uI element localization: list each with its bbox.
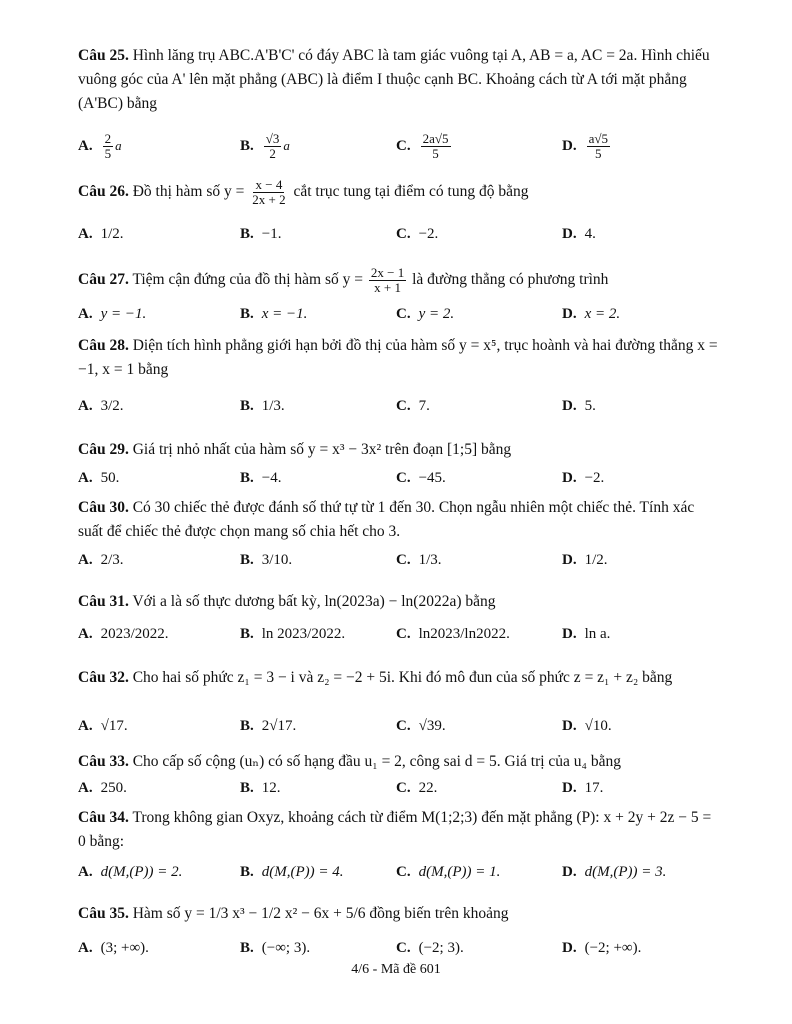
- options-31: [78, 614, 718, 654]
- options-34: [78, 852, 718, 892]
- option-a[interactable]: A. 250.: [78, 779, 127, 796]
- option-b[interactable]: B. 12.: [240, 779, 281, 796]
- question-25: [78, 44, 718, 116]
- options-32: [78, 706, 718, 746]
- option-d[interactable]: D. √10.: [562, 717, 612, 734]
- option-b[interactable]: B. $\frac{√3}{2}$ a: [240, 130, 290, 161]
- option-d[interactable]: D. d(M,(P)) = 3.: [562, 863, 667, 880]
- question-30: Câu 30. Có 30 chiếc thẻ được đánh số thứ tự từ 1 đến 30. Chọn ngẫu nhiên một chiếc thẻ. Tính xác suất để chiếc thẻ được chọn mang số chia hết cho 3.: [78, 499, 695, 540]
- question-29: Câu 29. Giá trị nhỏ nhất của hàm số y = x³ − 3x² trên đoạn [1;5] bằng: [78, 441, 512, 458]
- option-a[interactable]: A. d(M,(P)) = 2.: [78, 863, 183, 880]
- option-a[interactable]: A. (3; +∞).: [78, 939, 149, 956]
- option-d[interactable]: D. (−2; +∞).: [562, 939, 642, 956]
- option-b[interactable]: B. 2√17.: [240, 717, 297, 734]
- option-b[interactable]: B. 3/10.: [240, 551, 293, 568]
- options-26: [78, 214, 718, 254]
- question-34: Câu 34. Trong không gian Oxyz, khoảng cách từ điểm M(1;2;3) đến mặt phẳng (P): x + 2y + 2z − 5 = 0 bằng:: [78, 809, 712, 850]
- option-a[interactable]: A. 2023/2022.: [78, 625, 169, 642]
- question-32: Câu 32. Cho hai số phức z₁ = 3 − i và z₂ = −2 + 5i. Khi đó mô đun của số phức z = z₁ + z₂ bằng: [78, 669, 673, 686]
- option-d[interactable]: D. 5.: [562, 397, 596, 414]
- question-28: Câu 28. Diện tích hình phẳng giới hạn bởi đồ thị của hàm số y = x⁵, trục hoành và hai đường thẳng x = −1, x = 1 bằng: [78, 337, 718, 378]
- option-a[interactable]: A. 50.: [78, 469, 120, 486]
- option-a[interactable]: A. y = −1.: [78, 305, 147, 322]
- option-c[interactable]: C. $\frac{2a√5}{5}$: [396, 130, 449, 161]
- options-30: [78, 540, 718, 580]
- option-d[interactable]: D. −2.: [562, 469, 605, 486]
- option-c[interactable]: C. 22.: [396, 779, 438, 796]
- option-a[interactable]: A. 1/2.: [78, 225, 124, 242]
- option-a[interactable]: A. 2/3.: [78, 551, 124, 568]
- option-d[interactable]: D. 17.: [562, 779, 604, 796]
- question-35: Câu 35. Hàm số y = 1/3 x³ − 1/2 x² − 6x + 5/6 đồng biến trên khoảng: [78, 905, 509, 922]
- question-27: Câu 27. Tiệm cận đứng của đồ thị hàm số y = $\frac{2x - 1}{x + 1}$ là đường thẳng có phương trình: [78, 265, 609, 295]
- option-b[interactable]: B. 1/3.: [240, 397, 285, 414]
- option-d[interactable]: D. 1/2.: [562, 551, 608, 568]
- option-d[interactable]: D. x = 2.: [562, 305, 621, 322]
- option-c[interactable]: C. −45.: [396, 469, 446, 486]
- option-b[interactable]: B. −1.: [240, 225, 282, 242]
- options-29: [78, 458, 718, 498]
- option-a[interactable]: A. $\frac{2}{5}$ a: [78, 130, 122, 161]
- question-text: Hình lăng trụ ABC.A'B'C' có đáy ABC là tam giác vuông tại A, AB = a, AC = 2a. Hình chiếu vuông góc của A' lên mặt phẳng (ABC) là điểm I thuộc cạnh BC. Khoảng cách từ A tới mặt phẳng (A'BC) bằng: [78, 47, 710, 112]
- option-c[interactable]: C. d(M,(P)) = 1.: [396, 863, 501, 880]
- option-b[interactable]: B. −4.: [240, 469, 282, 486]
- option-c[interactable]: C. ln2023/ln2022.: [396, 625, 510, 642]
- options-27: [78, 294, 718, 334]
- option-b[interactable]: B. (−∞; 3).: [240, 939, 311, 956]
- options-33: [78, 768, 718, 808]
- question-label: Câu 25.: [78, 47, 129, 64]
- option-a[interactable]: A. 3/2.: [78, 397, 124, 414]
- option-c[interactable]: C. y = 2.: [396, 305, 455, 322]
- option-c[interactable]: C. √39.: [396, 717, 446, 734]
- page-footer: 4/6 - Mã đề 601: [351, 962, 441, 977]
- option-a[interactable]: A. √17.: [78, 717, 128, 734]
- option-b[interactable]: B. x = −1.: [240, 305, 308, 322]
- option-c[interactable]: C. 1/3.: [396, 551, 442, 568]
- question-31: Câu 31. Với a là số thực dương bất kỳ, ln(2023a) − ln(2022a) bằng: [78, 593, 496, 610]
- option-d[interactable]: D. ln a.: [562, 625, 611, 642]
- option-c[interactable]: C. 7.: [396, 397, 430, 414]
- option-b[interactable]: B. ln 2023/2022.: [240, 625, 346, 642]
- option-d[interactable]: D. $\frac{a√5}{5}$: [562, 130, 608, 161]
- option-d[interactable]: D. 4.: [562, 225, 596, 242]
- question-33: Câu 33. Cho cấp số cộng (uₙ) có số hạng đầu u₁ = 2, công sai d = 5. Giá trị của u₄ bằng: [78, 753, 621, 770]
- options-28: [78, 386, 718, 426]
- question-26: Câu 26. Đồ thị hàm số y = $\frac{x - 4}{2x + 2}$ cắt trục tung tại điểm có tung độ bằng: [78, 177, 529, 207]
- option-c[interactable]: C. −2.: [396, 225, 439, 242]
- options-25: [78, 126, 718, 166]
- option-b[interactable]: B. d(M,(P)) = 4.: [240, 863, 344, 880]
- option-c[interactable]: C. (−2; 3).: [396, 939, 464, 956]
